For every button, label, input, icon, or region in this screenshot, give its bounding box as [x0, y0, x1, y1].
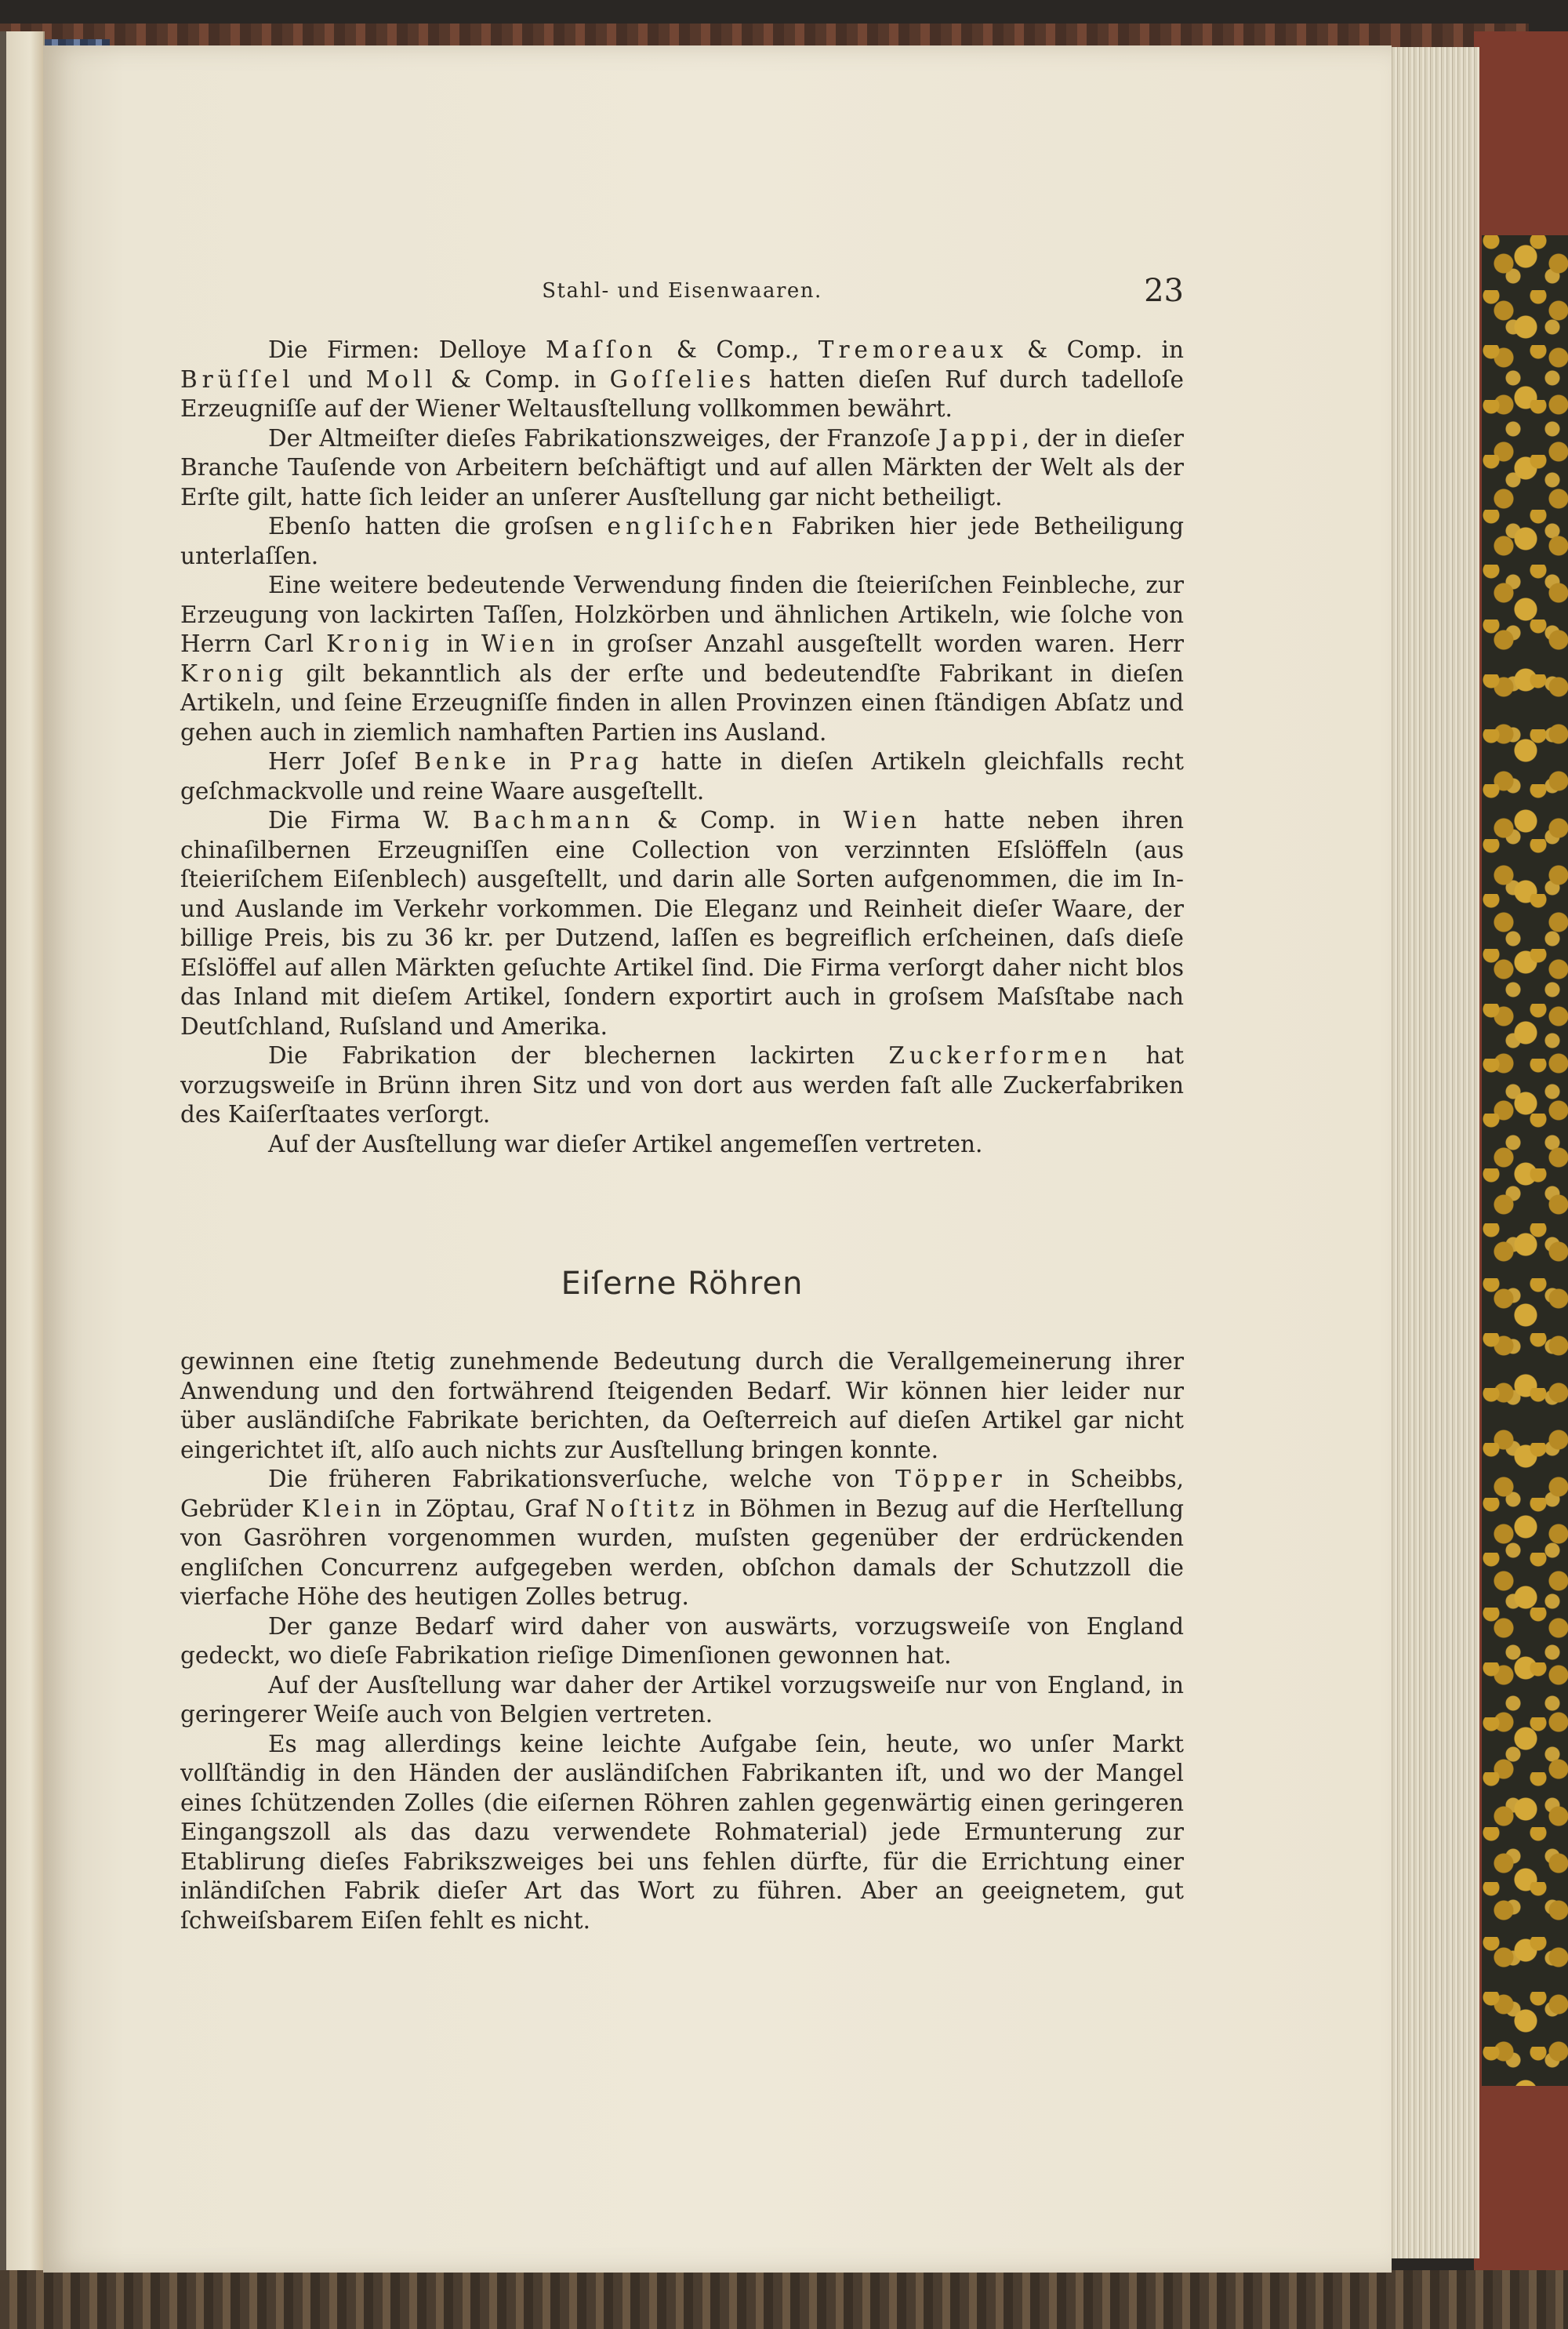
marbled-cover	[1482, 235, 1568, 2086]
text-run: Fabriken hier jede Betheiligung unterlaſſen.	[180, 513, 1184, 569]
section-heading: Eiſerne Röhren	[561, 1266, 804, 1302]
text-run: Der ganze Bedarf wird daher von auswärts, vorzugsweiſe von England gedeckt, wo dieſe Fabrikation rieſige Dimenſionen gewonnen hat.	[180, 1612, 1184, 1669]
paragraph	[180, 1612, 1184, 1671]
spaced-name: Klein	[301, 1495, 387, 1522]
spaced-name: engliſchen	[607, 513, 778, 540]
body-text-bottom	[180, 1347, 1184, 1935]
body-text-top	[180, 336, 1184, 1159]
paragraph	[180, 336, 1184, 424]
paragraph	[180, 424, 1184, 513]
text-run: hatte neben ihren chinaſilbernen Erzeugniſſen eine Collection von verzinnten Eſslöffeln (aus ſteieriſchem Eiſenblech) ausgeſtellt, und darin alle Sorten aufgenommen, die im In- und Auslande im Verkehr vorkommen. Die Eleganz und Reinheit dieſer Waare, der billige Preis, bis zu 36 kr. per Dutzend, laſſen es begreiflich erſcheinen, daſs dieſe Eſslöffel auf allen Märkten geſuchte Artikel ſind. Die Firma verſorgt daher nicht blos das Inland mit dieſem Artikel, ſondern exportirt auch in groſsem Maſsſtabe nach Deutſchland, Ruſsland und Amerika.	[180, 807, 1184, 1040]
left-page-edge	[0, 31, 45, 2290]
running-title: Stahl- und Eisenwaaren.	[542, 279, 822, 303]
spaced-name: Benke	[414, 748, 511, 775]
binding-bottom	[0, 2270, 1568, 2329]
text-run: & Comp.,	[657, 336, 818, 363]
paragraph	[180, 806, 1184, 1041]
paragraph	[180, 1730, 1184, 1936]
text-run: Auf der Ausſtellung war daher der Artikel vorzugsweiſe nur von England, in geringerer Weiſe auch von Belgien vertreten.	[180, 1671, 1184, 1728]
paragraph	[180, 1041, 1184, 1130]
paragraph	[180, 1130, 1184, 1160]
spaced-name: Maſſon	[545, 336, 658, 363]
spaced-name: Wien	[481, 630, 560, 657]
text-run: Auf der Ausſtellung war dieſer Artikel angemeſſen vertreten.	[268, 1130, 983, 1157]
spaced-name: Moll	[365, 365, 437, 393]
spaced-name: Prag	[568, 748, 644, 775]
spaced-name: Töpper	[895, 1466, 1007, 1492]
paragraph	[180, 747, 1184, 806]
text-run: gewinnen eine ſtetig zunehmende Bedeutung durch die Verallgemeinerung ihrer Anwendung und den fortwährend ſteigenden Bedarf. Wir können hier leider nur über ausländiſche Fabrikate berichten, da Oeſterreich auf dieſen Artikel gar nicht eingerichtet iſt, alſo auch nichts zur Ausſtellung bringen konnte.	[180, 1348, 1184, 1463]
text-run: in	[434, 630, 481, 657]
text-run: hatten dieſen Ruf durch tadelloſe Erzeugniſſe auf der Wiener Weltausſtellung vollkommen bewährt.	[180, 365, 1185, 422]
text-run: in Zöptau, Graf	[386, 1495, 586, 1522]
spaced-name: Kronig	[326, 630, 434, 657]
spaced-name: Zuckerformen	[888, 1042, 1112, 1069]
text-run: in groſser Anzahl ausgeſtellt worden waren. Herr	[559, 630, 1184, 657]
text-run: Herr Joſef	[268, 748, 415, 775]
spaced-name: Wien	[843, 807, 922, 834]
text-run: und	[294, 365, 366, 393]
paragraph	[180, 571, 1184, 747]
text-run: hatte in dieſen Artikeln gleichfalls recht geſchmackvolle und reine Waare ausgeſtellt.	[180, 748, 1184, 805]
paragraph	[180, 1347, 1184, 1465]
text-run: Die Firmen: Delloye	[268, 336, 546, 363]
text-run: Es mag allerdings keine leichte Aufgabe ſein, heute, wo unſer Markt vollſtändig in den Händen der ausländiſchen Fabrikanten iſt, und wo der Mangel eines ſchützenden Zolles (die eiſernen Röhren zahlen gegenwärtig einen geringeren Eingangszoll als das dazu verwendete Rohmaterial) jede Ermunterung zur Etablirung dieſes Fabrikszweiges bei uns fehlen dürfte, für die Errichtung einer inländiſchen Fabrik dieſer Art das Wort zu führen. Aber an geeignetem, gut ſchweiſsbarem Eiſen fehlt es nicht.	[180, 1730, 1184, 1934]
text-run: hat vorzugsweiſe in Brünn ihren Sitz und von dort aus werden faſt alle Zuckerfabriken des Kaiſerſtaates verſorgt.	[180, 1042, 1184, 1128]
spaced-name: Bachmann	[472, 807, 635, 834]
text-run: gilt bekanntlich als der erſte und bedeutendſte Fabrikant in dieſen Artikeln, und ſeine Erzeugniſſe finden in allen Provinzen einen ſtändigen Abſatz und gehen auch in ziemlich namhaften Partien ins Ausland.	[180, 659, 1184, 746]
text-run: & Comp. in	[437, 365, 610, 393]
text-run: & Comp. in	[1007, 336, 1184, 363]
paragraph	[180, 1465, 1184, 1612]
spaced-name: Jappi	[938, 424, 1022, 452]
text-run: Ebenſo hatten die groſsen	[268, 513, 608, 540]
page-number: 23	[1144, 273, 1184, 309]
spaced-name: Brüſſel	[180, 365, 295, 393]
paragraph	[180, 1671, 1184, 1730]
page-stack-edges	[1388, 47, 1479, 2258]
spaced-name: Kronig	[180, 659, 289, 687]
spaced-name: Noſtitz	[585, 1495, 700, 1522]
text-run: Die Fabrikation der blechernen lackirten	[268, 1042, 889, 1069]
text-run: Die Firma W.	[268, 807, 473, 834]
text-run: Der Altmeiſter dieſes Fabrikationszweiges, der Franzoſe	[268, 424, 938, 452]
text-run: in Böhmen in Bezug auf die Herſtellung von Gasröhren vorgenommen wurden, muſsten gegenüber der erdrückenden engliſchen Concurrenz aufgegeben werden, obſchon damals der Schutzzoll die vierfache Höhe des heutigen Zolles betrug.	[180, 1495, 1184, 1610]
text-run: Eine weitere bedeutende Verwendung finden die ſteieriſchen Feinbleche, zur Erzeugung von lackirten Taſſen, Holzkörben und ähnlichen Artikeln, wie ſolche von Herrn Carl	[180, 572, 1184, 657]
text-run: , der in dieſer Branche Tauſende von Arbeitern beſchäftigt und auf allen Märkten der Welt als der Erſte gilt, hatte ſich leider an unſerer Ausſtellung gar nicht betheiligt.	[180, 424, 1184, 510]
running-head	[180, 273, 1184, 320]
spaced-name: Tremoreaux	[818, 336, 1008, 363]
text-run: in	[510, 748, 569, 775]
spaced-name: Goſſelies	[609, 365, 756, 393]
paragraph	[180, 512, 1184, 571]
text-run: in Scheibbs, Gebrüder	[180, 1466, 1184, 1522]
left-shadow	[0, 31, 6, 2290]
text-run: & Comp. in	[634, 807, 844, 834]
text-run: Die früheren Fabrikationsverſuche, welche von	[268, 1466, 896, 1492]
